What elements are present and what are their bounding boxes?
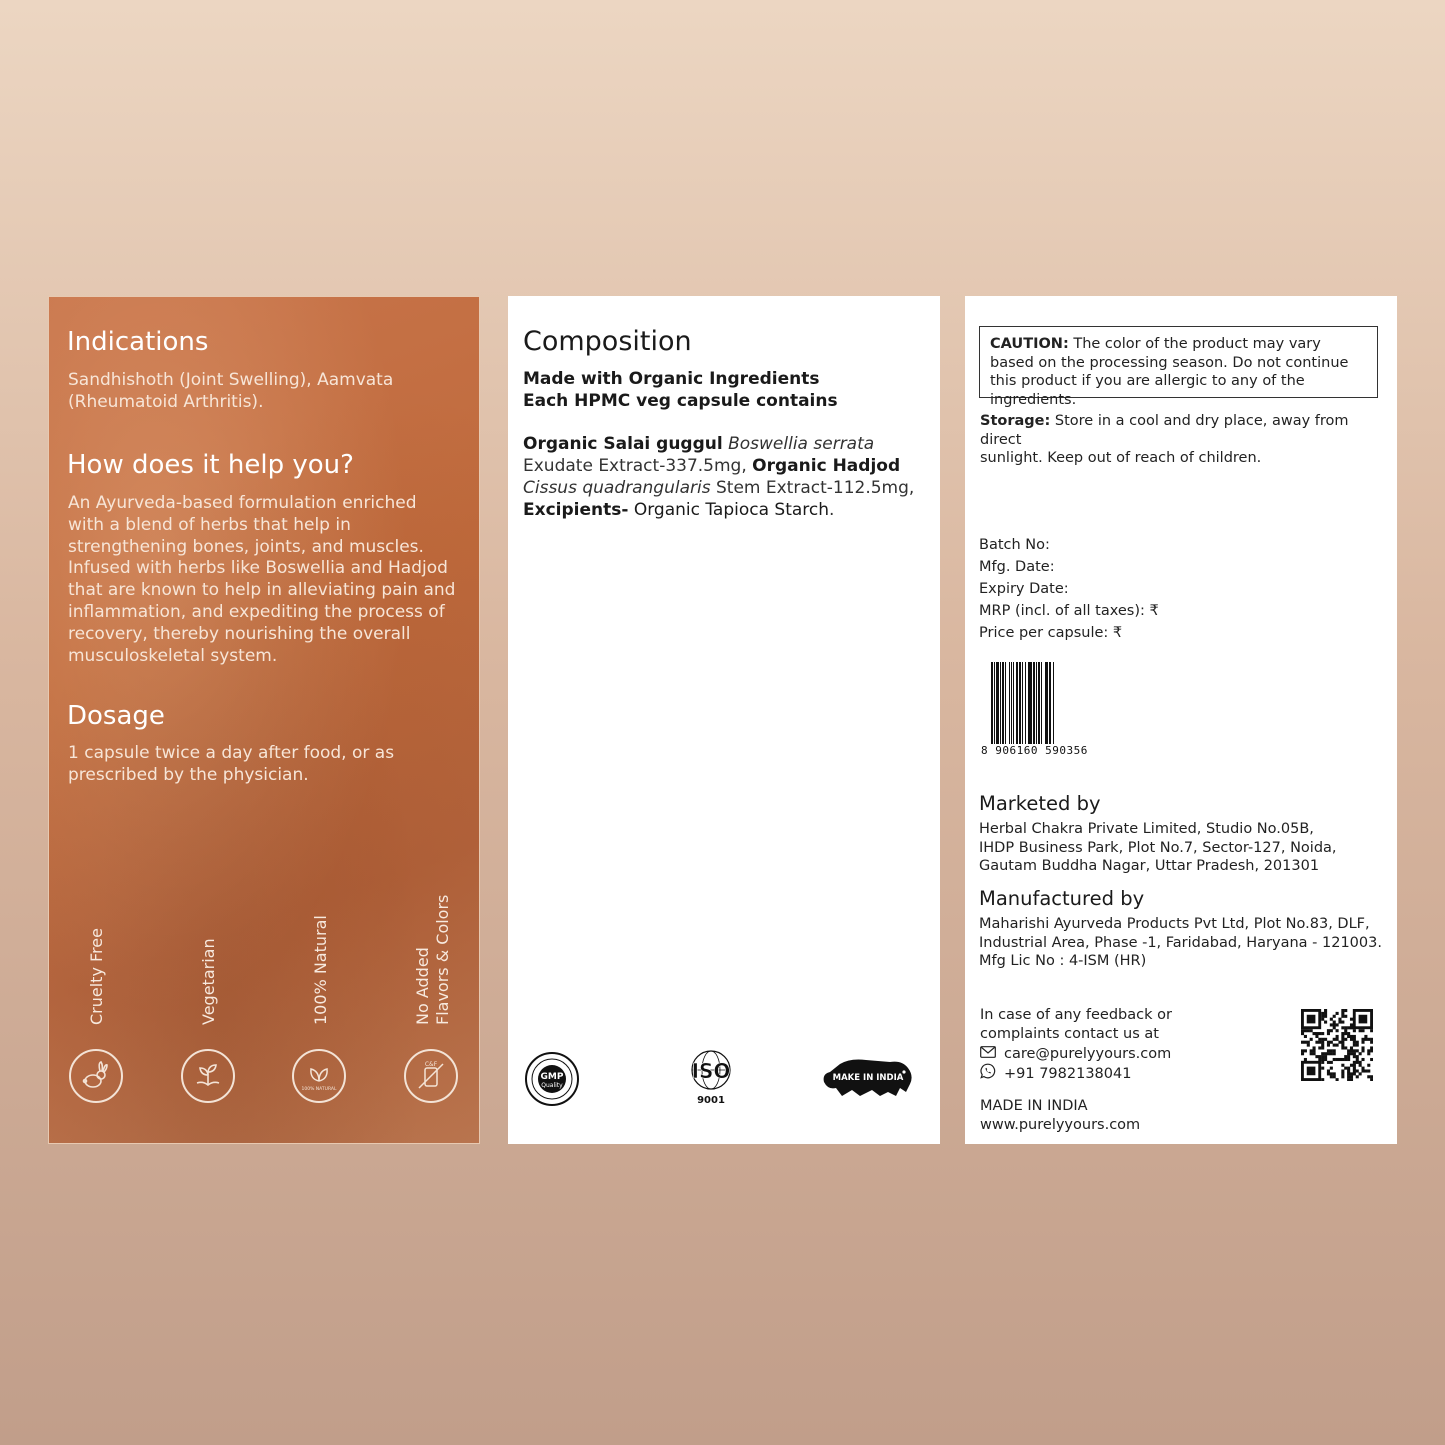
qr-module [1315,1035,1318,1038]
qr-module [1344,1038,1347,1041]
qr-module [1356,1049,1359,1052]
qr-module [1307,1044,1310,1047]
qr-module [1356,1069,1359,1072]
qr-module [1318,1046,1321,1049]
qr-module [1310,1052,1313,1055]
qr-module [1344,1046,1347,1049]
qr-module [1341,1021,1344,1024]
qr-module [1367,1049,1370,1052]
address-line: Industrial Area, Phase -1, Faridabad, Haryana - 121003. [979,934,1382,951]
manufactured-by-address [979,915,1389,971]
qr-module [1330,1018,1333,1021]
qr-module [1367,1075,1370,1078]
qr-module [1353,1029,1356,1032]
qr-module [1321,1038,1324,1041]
qr-module [1350,1026,1353,1029]
qr-module [1304,1058,1307,1061]
excipients-value: Organic Tapioca Starch [633,500,830,520]
indications-line: (Rheumatoid Arthritis). [68,391,264,412]
qr-module [1356,1058,1359,1061]
qr-module [1307,1067,1316,1076]
qr-module [1327,1049,1330,1052]
barcode-number: 8 906160 590356 [981,744,1088,757]
qr-module [1301,1029,1304,1032]
qr-module [1338,1021,1341,1024]
qr-module [1347,1035,1350,1038]
qr-module [1333,1058,1336,1061]
badge-vegetarian-label: Vegetarian [199,938,218,1025]
rabbit-icon [69,1049,123,1103]
qr-module [1353,1052,1356,1055]
manufactured-by-heading: Manufactured by [979,887,1145,910]
qr-module [1324,1058,1327,1061]
indications-panel [48,296,480,1144]
phone-contact [980,1063,1131,1085]
address-line: Herbal Chakra Private Limited, Studio No.05B, [979,821,1314,837]
qr-module [1301,1032,1304,1035]
iso-9001-logo [683,1046,739,1108]
qr-module [1353,1072,1356,1075]
barcode [981,662,1105,758]
qr-module [1361,1038,1364,1041]
qr-module [1324,1052,1327,1055]
qr-module [1364,1038,1367,1041]
feedback-line: complaints contact us at [980,1025,1159,1042]
qr-module [1353,1055,1356,1058]
composition-heading: Composition [523,326,692,357]
qr-module [1367,1038,1370,1041]
svg-text:MAKE IN INDIA: MAKE IN INDIA [832,1073,904,1083]
qr-module [1359,1061,1362,1064]
qr-module [1324,1055,1327,1058]
excipients-period: . [829,500,835,520]
label-info-panel [965,296,1397,1144]
qr-module [1370,1029,1373,1032]
qr-module [1367,1069,1370,1072]
qr-module [1344,1026,1347,1029]
svg-text:ISO: ISO [691,1059,731,1083]
qr-module [1327,1044,1330,1047]
qr-module [1336,1023,1339,1026]
qr-module [1324,1015,1327,1018]
ingredient-2-detail: Stem Extract-112.5mg, [715,478,915,498]
address-line: IHDP Business Park, Plot No.7, Sector-127, Noida, [979,839,1337,856]
qr-module [1370,1046,1373,1049]
price-per-capsule-label: Price per capsule: ₹ [979,625,1123,641]
qr-module [1361,1041,1364,1044]
qr-module [1313,1032,1316,1035]
qr-module [1347,1055,1350,1058]
qr-module [1333,1075,1336,1078]
address-line: Mfg Lic No : 4-ISM (HR) [979,953,1147,969]
ingredient-1-name: Organic Salai guggul [523,434,723,454]
qr-module [1338,1041,1341,1044]
batch-details [979,534,1159,644]
qr-module [1307,1041,1310,1044]
qr-module [1341,1058,1344,1061]
mail-icon [980,1045,996,1064]
qr-module [1350,1049,1353,1052]
qr-module [1304,1041,1307,1044]
help-line: with a blend of herbs that help in [68,514,351,535]
mfg-date-label: Mfg. Date: [979,559,1055,575]
ingredient-2-latin: Cissus quadrangularis [523,478,711,498]
qr-module [1341,1064,1344,1067]
qr-module [1347,1026,1350,1029]
qr-module [1359,1072,1362,1075]
qr-module [1359,1052,1362,1055]
help-line: An Ayurveda-based formulation enriched [68,493,417,513]
qr-module [1318,1055,1321,1058]
dosage-line: 1 capsule twice a day after food, or as [68,743,395,763]
qr-module [1347,1052,1350,1055]
qr-module [1310,1038,1313,1041]
qr-module [1344,1058,1347,1061]
qr-module [1353,1049,1356,1052]
qr-module [1347,1078,1350,1081]
whatsapp-icon [980,1063,996,1085]
qr-module [1353,1061,1356,1064]
qr-module [1330,1072,1333,1075]
qr-module [1350,1075,1353,1078]
qr-module [1370,1075,1373,1078]
qr-module [1327,1041,1330,1044]
qr-module [1356,1075,1359,1078]
qr-module [1344,1009,1347,1012]
qr-module [1353,1069,1356,1072]
qr-module [1336,1038,1339,1041]
qr-module [1341,1032,1344,1035]
qr-module [1370,1078,1373,1081]
qr-module [1341,1046,1344,1049]
qr-module [1361,1058,1364,1061]
qr-module [1313,1052,1316,1055]
address-line: Gautam Buddha Nagar, Uttar Pradesh, 201301 [979,858,1320,874]
dosage-text [68,743,468,787]
help-line: that are known to help in alleviating pain and [68,580,456,601]
qr-module [1341,1075,1344,1078]
qr-module [1364,1069,1367,1072]
qr-module [1353,1064,1356,1067]
qr-module [1321,1012,1324,1015]
qr-module [1361,1049,1364,1052]
no-added-colors-icon [404,1049,458,1103]
qr-module [1333,1049,1336,1052]
barcode-bars [991,662,1101,744]
qr-module [1327,1032,1330,1035]
qr-module [1321,1046,1324,1049]
qr-module [1310,1049,1313,1052]
help-line: Infused with herbs like Boswellia and Hadjod [68,558,448,579]
svg-text:C&F: C&F [424,1061,438,1068]
qr-module [1347,1069,1350,1072]
barcode-bar [1054,662,1055,744]
qr-module [1370,1058,1373,1061]
qr-module [1333,1052,1336,1055]
help-line: inflammation, and expediting the process of [68,601,445,622]
composition-text [523,433,933,521]
svg-text:GMP: GMP [540,1072,564,1082]
qr-module [1353,1044,1356,1047]
qr-module [1347,1049,1350,1052]
storage-text [980,412,1385,468]
phone-number[interactable]: +91 7982138041 [1004,1065,1132,1082]
qr-module [1333,1026,1336,1029]
qr-module [1341,1072,1344,1075]
qr-module [1341,1041,1344,1044]
qr-module [1336,1035,1339,1038]
caution-text: The color of the product may vary based on the processing season. Do not continue this product if you are allergic to any of the ingredients. [990,336,1349,408]
qr-module [1353,1041,1356,1044]
qr-module [1356,1041,1359,1044]
qr-module [1324,1021,1327,1024]
qr-module [1321,1018,1324,1021]
qr-module [1353,1038,1356,1041]
svg-text:100% NATURAL: 100% NATURAL [301,1087,337,1092]
qr-module [1344,1067,1347,1070]
gmp-quality-logo [524,1051,580,1107]
qr-module [1304,1029,1307,1032]
ingredient-1-detail: Exudate Extract-337.5mg, [523,456,747,476]
qr-module [1330,1052,1333,1055]
qr-module [1359,1064,1362,1067]
qr-module [1307,1029,1310,1032]
qr-module [1336,1078,1339,1081]
qr-module [1321,1058,1324,1061]
qr-module [1347,1075,1350,1078]
qr-module [1321,1041,1324,1044]
qr-module [1333,1023,1336,1026]
badge-no-added-line: Flavors & Colors [433,894,452,1025]
qr-module [1350,1064,1353,1067]
indications-line: Sandhishoth (Joint Swelling), Aamvata [68,370,394,390]
qr-module [1321,1078,1324,1081]
qr-module [1315,1032,1318,1035]
qr-module [1333,1021,1336,1024]
badge-cruelty-free-label: Cruelty Free [87,928,106,1025]
qr-module [1364,1035,1367,1038]
qr-module [1304,1049,1307,1052]
leaf-hand-icon [181,1049,235,1103]
qr-module [1330,1061,1333,1064]
qr-module [1333,1072,1336,1075]
qr-module [1304,1035,1307,1038]
qr-module [1327,1069,1330,1072]
qr-module [1321,1015,1324,1018]
qr-module [1341,1009,1344,1012]
organic-subheading: Made with Organic Ingredients [523,369,820,389]
qr-module [1347,1058,1350,1061]
qr-module [1315,1055,1318,1058]
qr-module [1350,1052,1353,1055]
storage-label: Storage: [980,413,1051,429]
qr-module [1341,1015,1344,1018]
feedback-text [980,1006,1172,1043]
qr-module [1338,1058,1341,1061]
qr-module [1330,1023,1333,1026]
storage-line: Store in a cool and dry place, away from direct [980,413,1349,448]
qr-module [1318,1038,1321,1041]
qr-module [1353,1035,1356,1038]
qr-module [1333,1044,1336,1047]
qr-module [1370,1041,1373,1044]
feedback-line: In case of any feedback or [980,1007,1172,1023]
qr-module [1350,1072,1353,1075]
qr-module [1347,1032,1350,1035]
qr-module [1350,1018,1353,1021]
qr-module [1330,1041,1333,1044]
badge-no-added-label [413,895,453,1025]
qr-module [1327,1072,1330,1075]
dosage-heading: Dosage [67,701,165,731]
qr-code-graphic [1301,1009,1373,1081]
qr-module [1350,1038,1353,1041]
qr-module [1330,1067,1333,1070]
qr-module [1321,1032,1324,1035]
email-contact [980,1045,1171,1064]
qr-module [1315,1041,1318,1044]
qr-module [1361,1029,1364,1032]
expiry-date-label: Expiry Date: [979,581,1069,597]
qr-module [1361,1069,1364,1072]
qr-module [1344,1055,1347,1058]
help-line: strengthening bones, joints, and muscles. [68,536,424,557]
qr-module [1344,1029,1347,1032]
qr-module [1318,1041,1321,1044]
caution-label: CAUTION: [990,336,1069,352]
qr-module [1313,1046,1316,1049]
qr-module [1333,1015,1336,1018]
qr-module [1321,1061,1324,1064]
storage-line: sunlight. Keep out of reach of children. [980,450,1262,466]
qr-code[interactable] [1301,1009,1373,1081]
qr-module [1356,1055,1359,1058]
qr-module [1350,1046,1353,1049]
qr-module [1310,1029,1313,1032]
qr-module [1370,1038,1373,1041]
qr-module [1330,1075,1333,1078]
qr-module [1318,1032,1321,1035]
email-link[interactable]: care@purelyyours.com [1004,1046,1172,1062]
qr-module [1353,1067,1356,1070]
qr-module [1344,1015,1347,1018]
qr-module [1336,1012,1339,1015]
qr-module [1344,1032,1347,1035]
made-in-india-text: MADE IN INDIA [980,1098,1088,1114]
batch-no-label: Batch No: [979,537,1050,553]
qr-module [1347,1072,1350,1075]
qr-module [1321,1067,1324,1070]
qr-module [1359,1029,1362,1032]
qr-module [1341,1035,1344,1038]
marketed-by-heading: Marketed by [979,792,1101,815]
qr-module [1367,1052,1370,1055]
qr-module [1338,1018,1341,1021]
qr-module [1341,1069,1344,1072]
qr-module [1356,1044,1359,1047]
help-line: musculoskeletal system. [68,645,278,666]
caution-box [979,326,1378,408]
qr-module [1327,1052,1330,1055]
qr-module [1301,1049,1304,1052]
natural-leaves-icon [292,1049,346,1103]
mrp-label: MRP (incl. of all taxes): ₹ [979,603,1159,619]
composition-panel [508,296,940,1144]
qr-module [1333,1038,1336,1041]
qr-module [1327,1061,1330,1064]
help-line: recovery, thereby nourishing the overall [68,623,411,644]
indications-heading: Indications [67,327,209,357]
capsule-subheading: Each HPMC veg capsule contains [523,391,838,411]
qr-module [1324,1038,1327,1041]
help-text [68,493,468,667]
help-heading: How does it help you? [67,450,354,480]
qr-module [1301,1041,1304,1044]
qr-module [1307,1015,1316,1024]
qr-module [1356,1061,1359,1064]
address-line: Maharishi Ayurveda Products Pvt Ltd, Plot No.83, DLF, [979,916,1370,932]
make-in-india-lion-logo [820,1052,916,1100]
qr-module [1318,1058,1321,1061]
qr-module [1330,1049,1333,1052]
qr-module [1367,1064,1370,1067]
qr-module [1324,1009,1327,1012]
qr-module [1359,1015,1368,1024]
dosage-line: prescribed by the physician. [68,764,309,785]
qr-module [1336,1029,1339,1032]
qr-module [1350,1078,1353,1081]
qr-module [1313,1049,1316,1052]
qr-module [1361,1067,1364,1070]
qr-module [1321,1055,1324,1058]
qr-module [1330,1029,1333,1032]
qr-module [1341,1026,1344,1029]
ingredient-1-latin: Boswellia serrata [728,434,875,454]
qr-module [1370,1049,1373,1052]
marketed-by-address [979,820,1389,876]
badge-natural-label: 100% Natural [311,915,330,1025]
qr-module [1361,1046,1364,1049]
qr-module [1341,1044,1344,1047]
excipients-label: Excipients- [523,500,629,520]
qr-module [1350,1035,1353,1038]
svg-text:9001: 9001 [697,1095,725,1106]
indications-text [68,370,468,414]
qr-module [1347,1067,1350,1070]
qr-module [1341,1038,1344,1041]
qr-module [1321,1052,1324,1055]
qr-module [1350,1023,1353,1026]
qr-module [1321,1044,1324,1047]
badge-no-added-line: No Added [413,947,432,1025]
qr-module [1301,1052,1304,1055]
ingredient-2-name: Organic Hadjod [752,456,901,476]
qr-module [1336,1058,1339,1061]
qr-module [1324,1012,1327,1015]
website-link[interactable]: www.purelyyours.com [980,1117,1141,1133]
svg-text:Quality: Quality [541,1082,563,1089]
qr-module [1336,1044,1339,1047]
qr-module [1327,1029,1330,1032]
qr-module [1341,1012,1344,1015]
